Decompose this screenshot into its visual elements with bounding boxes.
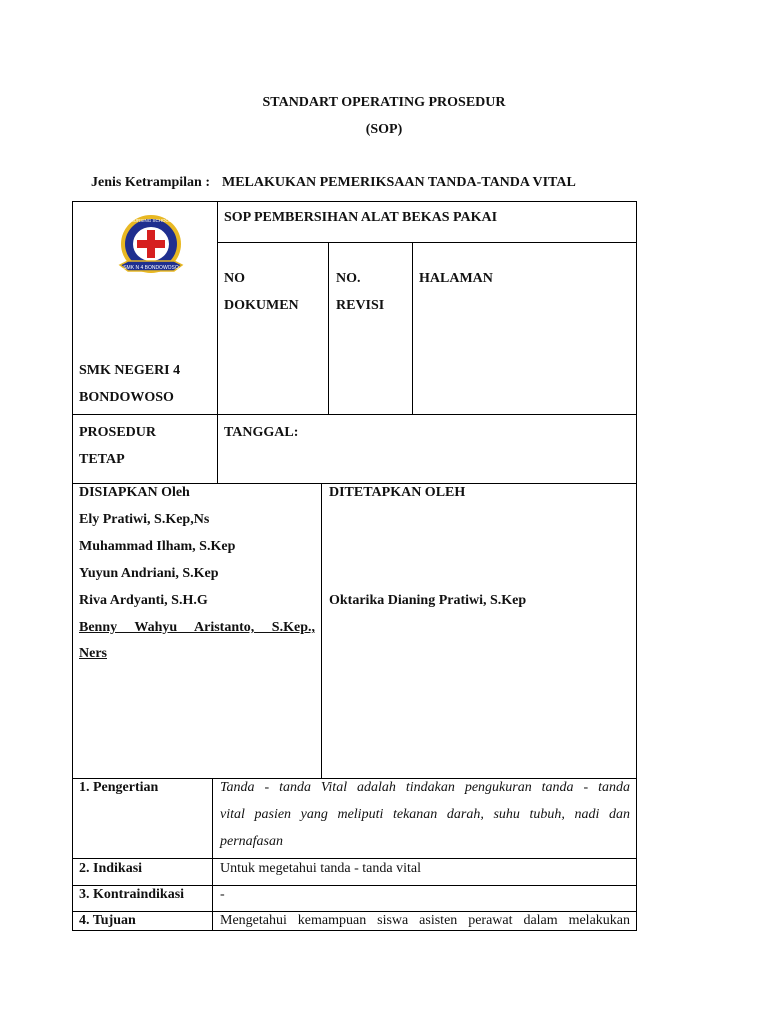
section-1-text-line2: vital pasien yang meliputi tekanan darah, suhu tubuh, nadi dan (220, 807, 630, 822)
section-1-text-line3: pernafasan (220, 834, 283, 849)
logo-banner-text: SMK N 4 BONDOWOSO (123, 265, 179, 271)
skill-label: Jenis Ketrampilan : (91, 175, 210, 190)
no-revisi-label-2: REVISI (336, 298, 385, 313)
section-3-text: - (220, 887, 225, 902)
tanggal-label: TANGGAL: (224, 425, 299, 440)
prepared-name-1: Ely Pratiwi, S.Kep,Ns (79, 512, 210, 527)
no-dokumen-label-2: DOKUMEN (224, 298, 299, 313)
section-1-text-line1: Tanda - tanda Vital adalah tindakan pengukuran tanda - tanda (220, 780, 630, 795)
prepared-by-label: DISIAPKAN Oleh (79, 485, 190, 500)
no-dokumen-label-1: NO (224, 271, 245, 286)
section-1-label: 1. Pengertian (79, 780, 159, 795)
prosedur-label-2: TETAP (79, 452, 125, 467)
no-revisi-label-1: NO. (336, 271, 361, 286)
approved-name: Oktarika Dianing Pratiwi, S.Kep (329, 593, 527, 608)
section-2-label: 2. Indikasi (79, 861, 143, 876)
sop-title: SOP PEMBERSIHAN ALAT BEKAS PAKAI (224, 210, 498, 225)
skill-value: MELAKUKAN PEMERIKSAAN TANDA-TANDA VITAL (222, 175, 576, 190)
prepared-name-5-line1: Benny Wahyu Aristanto, S.Kep., (79, 620, 315, 635)
prepared-name-2: Muhammad Ilham, S.Kep (79, 539, 236, 554)
prepared-name-4: Riva Ardyanti, S.H.G (79, 593, 208, 608)
section-4-text: Mengetahui kemampuan siswa asisten perawat dalam melakukan (220, 913, 630, 928)
school-name-line2: BONDOWOSO (79, 390, 174, 405)
document-title: STANDART OPERATING PROSEDUR (262, 95, 506, 110)
halaman-label: HALAMAN (419, 271, 493, 286)
section-2-text: Untuk megetahui tanda - tanda vital (220, 861, 421, 876)
approved-by-label: DITETAPKAN OLEH (329, 485, 466, 500)
school-name-line1: SMK NEGERI 4 (79, 363, 181, 378)
logo-ring-text: NURSING SCHOOL (130, 218, 172, 223)
section-3-label: 3. Kontraindikasi (79, 887, 185, 902)
section-4-label: 4. Tujuan (79, 913, 136, 928)
school-logo (114, 209, 188, 287)
prepared-name-3: Yuyun Andriani, S.Kep (79, 566, 219, 581)
prosedur-label-1: PROSEDUR (79, 425, 157, 440)
document-subtitle: (SOP) (365, 122, 403, 137)
prepared-name-5-line2: Ners (79, 646, 107, 661)
